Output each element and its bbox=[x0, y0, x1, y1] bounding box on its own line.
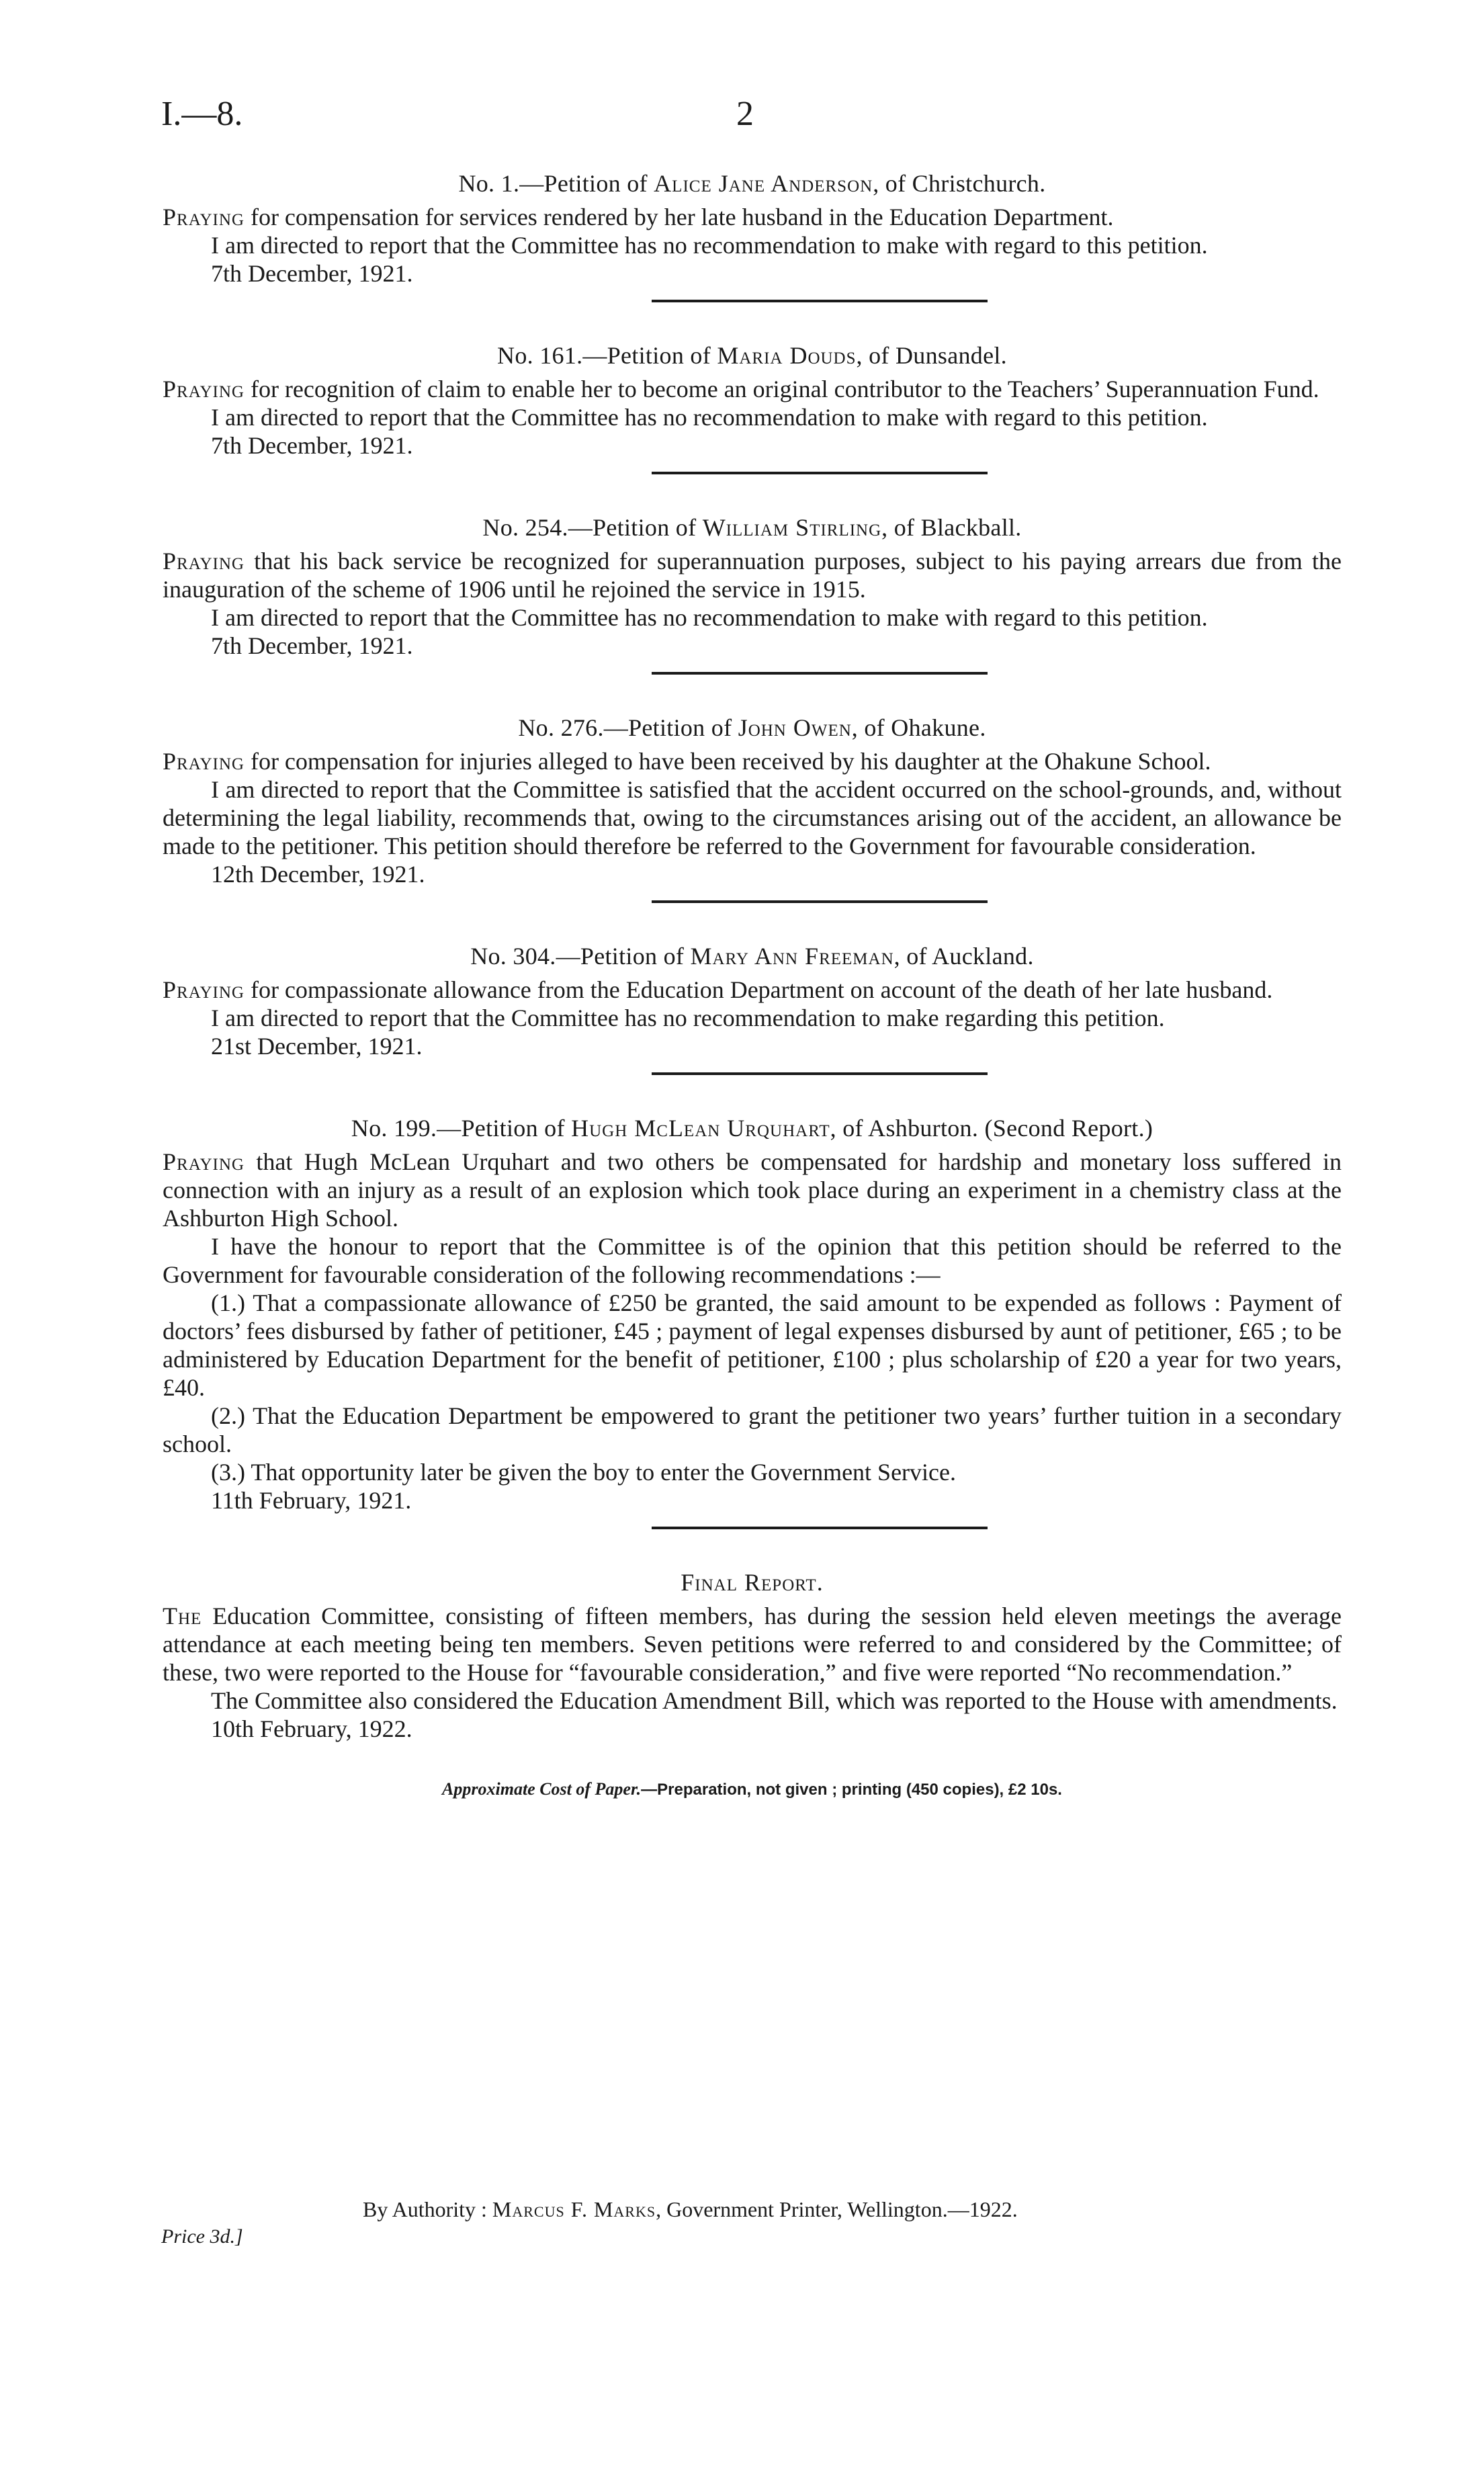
final-report bbox=[163, 1568, 1342, 1743]
petition-block bbox=[163, 942, 1342, 1075]
section-divider bbox=[652, 1527, 988, 1529]
petition-heading: No. 1.—Petition of Alice Jane Anderson, of Christchurch. bbox=[458, 170, 1046, 197]
report-paragraph: I am directed to report that the Committee has no recommendation to make regarding this petition. bbox=[211, 1005, 1165, 1031]
section-divider bbox=[652, 300, 988, 302]
petition-heading: No. 161.—Petition of Maria Douds, of Dunsandel. bbox=[497, 342, 1007, 369]
praying-paragraph: Praying for compensation for services rendered by her late husband in the Education Department. bbox=[163, 204, 1114, 230]
report-date: 10th February, 1922. bbox=[211, 1715, 412, 1742]
report-date: 11th February, 1921. bbox=[211, 1487, 412, 1514]
praying-paragraph: Praying for compassionate allowance from the Education Department on account of the death of her late husband. bbox=[163, 976, 1273, 1003]
report-date: 7th December, 1921. bbox=[211, 632, 413, 659]
petitioner-name: Alice Jane Anderson bbox=[654, 170, 873, 197]
section-divider bbox=[652, 472, 988, 474]
page-number: 2 bbox=[736, 95, 754, 133]
petitioner-name: Maria Douds bbox=[717, 342, 857, 369]
petition-block bbox=[163, 513, 1342, 675]
praying-paragraph: Praying for recognition of claim to enable her to become an original contributor to the Teachers’ Superannuation Fund. bbox=[163, 376, 1319, 402]
petitioner-name: Mary Ann Freeman bbox=[690, 943, 894, 970]
cost-of-paper-note: Approximate Cost of Paper.—Preparation, not given ; printing (450 copies), £2 10s. bbox=[442, 1779, 1062, 1799]
report-paragraph: I am directed to report that the Committee has no recommendation to make with regard to this petition. bbox=[211, 232, 1208, 259]
praying-paragraph: Praying for compensation for injuries alleged to have been received by his daughter at the Ohakune School. bbox=[163, 748, 1211, 775]
report-date: 21st December, 1921. bbox=[211, 1033, 423, 1060]
report-date: 7th December, 1921. bbox=[211, 260, 413, 287]
report-paragraph: I am directed to report that the Committee has no recommendation to make with regard to this petition. bbox=[211, 604, 1208, 631]
recommendation-1: (1.) That a compassionate allowance of £250 be granted, the said amount to be expended as follows : Payment of doctors’ fees disbursed by father of petitioner, £45 ; payment of legal expenses disbursed by aunt of petitioner, £65 ; to be administered by Education Department for the benefit of petitioner, £100 ; plus scholarship of £20 a year for two years, £40. bbox=[163, 1289, 1342, 1401]
praying-paragraph: Praying that Hugh McLean Urquhart and two others be compensated for hardship and monetary loss suffered in connection with an injury as a result of an explosion which took place during an experiment in a chemistry class at the Ashburton High School. bbox=[163, 1148, 1342, 1232]
report-paragraph: I have the honour to report that the Committee is of the opinion that this petition should be referred to the Government for favourable consideration of the following recommendations :— bbox=[163, 1233, 1342, 1288]
report-paragraph: I am directed to report that the Committee is satisfied that the accident occurred on the school-grounds, and, without determining the legal liability, recommends that, owing to the circumstances arising out of the accident, an allowance be made to the petitioner. This petition should therefore be referred to the Government for favourable consideration. bbox=[163, 776, 1342, 859]
petitioner-name: William Stirling bbox=[702, 514, 882, 541]
final-report-paragraph-2: The Committee also considered the Education Amendment Bill, which was reported to the House with amendments. bbox=[211, 1687, 1338, 1714]
recommendation-2: (2.) That the Education Department be empowered to grant the petitioner two years’ further tuition in a secondary school. bbox=[163, 1402, 1342, 1457]
final-report-title: Final Report. bbox=[681, 1569, 824, 1596]
price-label: Price 3d.] bbox=[161, 2225, 243, 2248]
report-date: 12th December, 1921. bbox=[211, 861, 425, 888]
section-divider bbox=[652, 1072, 988, 1075]
report-paragraph: I am directed to report that the Committee has no recommendation to make with regard to this petition. bbox=[211, 404, 1208, 431]
report-date: 7th December, 1921. bbox=[211, 432, 413, 459]
petitioner-name: Hugh McLean Urquhart bbox=[571, 1115, 830, 1142]
petitioner-name: John Owen bbox=[738, 714, 852, 741]
petition-heading: No. 254.—Petition of William Stirling, of Blackball. bbox=[482, 514, 1022, 541]
section-divider bbox=[652, 672, 988, 675]
recommendation-3: (3.) That opportunity later be given the boy to enter the Government Service. bbox=[211, 1459, 957, 1486]
petition-block bbox=[163, 714, 1342, 903]
paper-reference: I.—8. bbox=[161, 95, 243, 133]
petition-block bbox=[163, 169, 1342, 302]
final-report-paragraph-1: The Education Committee, consisting of fifteen members, has during the session held eleven meetings the average attendance at each meeting being ten members. Seven petitions were referred to and considered by the Committee; of these, two were reported to the House for “favourable consideration,” and five were reported “No recommendation.” bbox=[163, 1603, 1342, 1686]
petition-block-199 bbox=[163, 1114, 1342, 1529]
praying-paragraph: Praying that his back service be recognized for superannuation purposes, subject to his paying arrears due from the inauguration of the scheme of 1906 until he rejoined the service in 1915. bbox=[163, 548, 1342, 603]
report-body bbox=[163, 169, 1342, 1804]
petition-heading: No. 199.—Petition of Hugh McLean Urquhart, of Ashburton. (Second Report.) bbox=[351, 1115, 1153, 1142]
petition-block bbox=[163, 341, 1342, 474]
petition-heading: No. 304.—Petition of Mary Ann Freeman, of Auckland. bbox=[470, 943, 1034, 970]
section-divider bbox=[652, 900, 988, 903]
printer-imprint: By Authority : Marcus F. Marks, Government Printer, Wellington.—1922. bbox=[363, 2197, 1018, 2221]
petition-heading: No. 276.—Petition of John Owen, of Ohakune. bbox=[518, 714, 986, 741]
